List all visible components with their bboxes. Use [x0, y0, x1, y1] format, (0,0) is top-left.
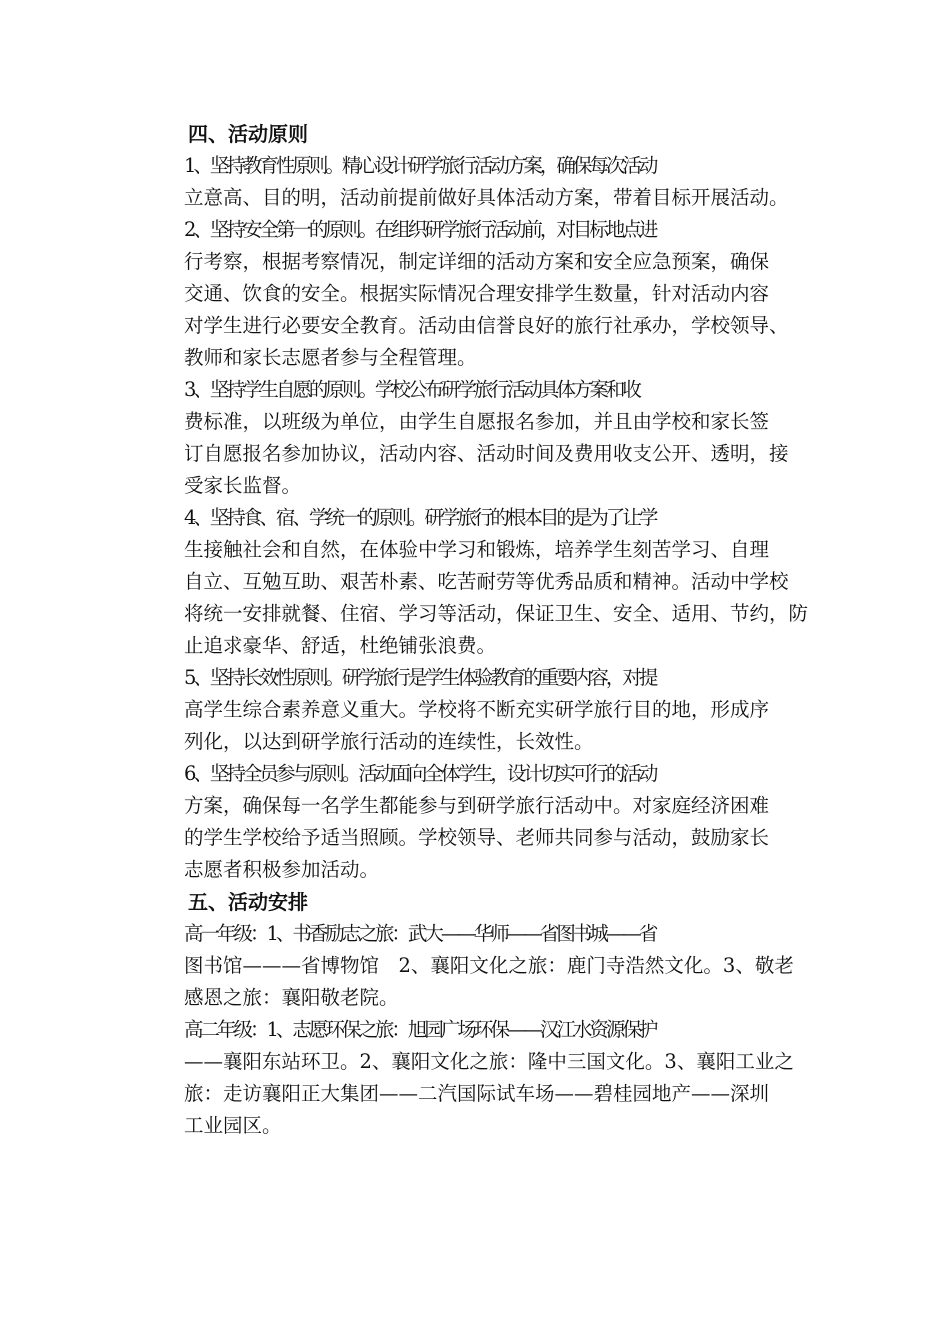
paragraph-principle-4: [144, 502, 824, 662]
text-line: ——襄阳东站环卫。2、襄阳文化之旅：隆中三国文化。3、襄阳工业之: [184, 1050, 794, 1073]
text-line: 生接触社会和自然，在体验中学习和锻炼，培养学生刻苦学习、自理: [184, 538, 770, 561]
text-line: 费标准，以班级为单位，由学生自愿报名参加，并且由学校和家长签: [184, 410, 770, 433]
text-line: 行考察，根据考察情况，制定详细的活动方案和安全应急预案，确保: [184, 250, 770, 273]
text-line: 立意高、目的明，活动前提前做好具体活动方案，带着目标开展活动。: [184, 186, 789, 209]
text-line: 5、坚持长效性原则。研学旅行是学生体验教育的重要内容，对提: [184, 666, 656, 689]
section-heading-principles: 四、活动原则: [188, 122, 308, 146]
text-line: 图书馆———省博物馆 2、襄阳文化之旅：鹿门寺浩然文化。3、敬老: [184, 954, 794, 977]
text-line: 3、坚持学生自愿的原则。学校公布研学旅行活动具体方案和收: [184, 378, 639, 401]
text-line: 高一年级：1、书香励志之旅：武大——华师——省图书城——省: [184, 922, 656, 945]
document-page: [144, 118, 824, 1142]
text-line: 教师和家长志愿者参与全程管理。: [184, 346, 477, 369]
paragraph-principle-5: [144, 662, 824, 758]
section-heading-arrangement: 五、活动安排: [188, 890, 308, 914]
text-line: 自立、互勉互助、艰苦朴素、吃苦耐劳等优秀品质和精神。活动中学校: [184, 570, 789, 593]
text-line: 高学生综合素养意义重大。学校将不断充实研学旅行目的地，形成序: [184, 698, 770, 721]
text-line: 受家长监督。: [184, 474, 302, 497]
text-line: 6、坚持全员参与原则。活动面向全体学生，设计切实可行的活动: [184, 762, 656, 785]
text-line: 4、坚持食、宿、学统一的原则。研学旅行的根本目的是为了让学: [184, 506, 656, 529]
paragraph-grade-10: [144, 918, 824, 1014]
text-line: 订自愿报名参加协议，活动内容、活动时间及费用收支公开、透明，接: [184, 442, 789, 465]
section-principles: [144, 118, 824, 886]
text-line: 高二年级：1、志愿环保之旅：旭园广场环保——汉江水资源保护: [184, 1018, 656, 1041]
text-line: 的学生学校给予适当照顾。学校领导、老师共同参与活动，鼓励家长: [184, 826, 770, 849]
text-line: 旅：走访襄阳正大集团——二汽国际试车场——碧桂园地产——深圳: [184, 1082, 770, 1105]
text-line: 将统一安排就餐、住宿、学习等活动，保证卫生、安全、适用、节约，防: [184, 602, 809, 625]
paragraph-principle-3: [144, 374, 824, 502]
text-line: 1、坚持教育性原则。精心设计研学旅行活动方案，确保每次活动: [184, 154, 656, 177]
section-arrangement: [144, 886, 824, 1142]
text-line: 方案，确保每一名学生都能参与到研学旅行活动中。对家庭经济困难: [184, 794, 770, 817]
text-line: 对学生进行必要安全教育。活动由信誉良好的旅行社承办，学校领导、: [184, 314, 789, 337]
text-line: 止追求豪华、舒适，杜绝铺张浪费。: [184, 634, 497, 657]
text-line: 感恩之旅：襄阳敬老院。: [184, 986, 399, 1009]
paragraph-principle-1: [144, 150, 824, 214]
paragraph-principle-2: [144, 214, 824, 374]
paragraph-grade-11: [144, 1014, 824, 1142]
text-line: 志愿者积极参加活动。: [184, 858, 380, 881]
paragraph-principle-6: [144, 758, 824, 886]
text-line: 工业园区。: [184, 1114, 282, 1137]
text-line: 列化，以达到研学旅行活动的连续性，长效性。: [184, 730, 594, 753]
text-line: 2、坚持安全第一的原则。在组织研学旅行活动前，对目标地点进: [184, 218, 656, 241]
text-line: 交通、饮食的安全。根据实际情况合理安排学生数量，针对活动内容: [184, 282, 770, 305]
